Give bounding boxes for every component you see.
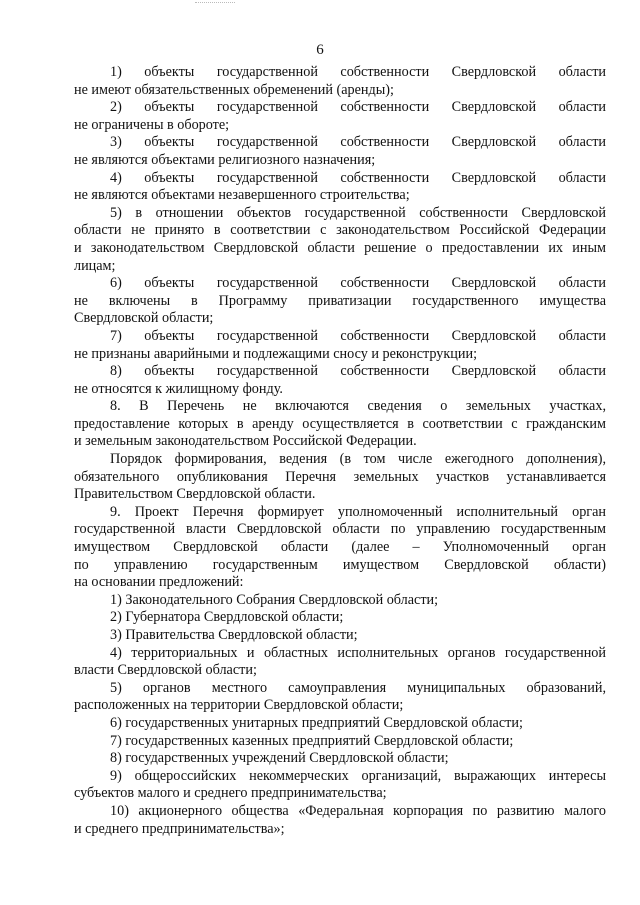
scan-artifact [195,2,235,6]
text-line: государственной власти Свердловской области по управлению государственным [74,521,606,538]
text-line: 7) государственных казенных предприятий Свердловской области; [110,732,514,749]
text-line: 9) общероссийских некоммерческих организаций, выражающих интересы [110,767,606,784]
text-line: и законодательством Свердловской области решение о предоставлении их иным [74,239,606,256]
text-line: не включены в Программу приватизации государственного имущества [74,292,606,309]
text-line: обязательного опубликования Перечня земельных участков устанавливается [74,468,606,485]
paragraph [74,275,606,328]
text-line: предоставление которых в аренду осуществляется в соответствии с гражданским [74,415,606,432]
text-line: 4) территориальных и областных исполнительных органов государственной [110,644,606,661]
paragraph [74,609,606,627]
paragraph [74,328,606,363]
text-line: Свердловской области; [74,310,214,327]
text-line: по управлению государственным имуществом Свердловской области) [74,556,606,573]
text-line: 8. В Перечень не включаются сведения о земельных участках, [110,398,606,415]
text-line: 7) объекты государственной собственности Свердловской области [110,327,606,344]
text-line: и среднего предпринимательства»; [74,820,285,837]
text-line: не ограничены в обороте; [74,116,230,133]
paragraph [74,680,606,715]
paragraph [74,64,606,99]
text-line: и земельным законодательством Российской Федерации. [74,433,417,450]
paragraph [74,205,606,275]
text-line: Порядок формирования, ведения (в том числе ежегодного дополнения), [110,451,606,468]
text-line: власти Свердловской области; [74,662,257,679]
text-line: не относятся к жилищному фонду. [74,380,283,397]
text-line: имуществом Свердловской области (далее – Уполномоченный орган [74,539,606,556]
text-line: 2) объекты государственной собственности Свердловской области [110,99,606,116]
text-line: на основании предложений: [74,574,244,591]
text-line: 4) объекты государственной собственности Свердловской области [110,169,606,186]
page-number: 6 [316,42,324,58]
paragraph [74,398,606,451]
paragraph [74,803,606,838]
paragraph [74,504,606,592]
paragraph [74,733,606,751]
text-line: 2) Губернатора Свердловской области; [110,609,344,626]
paragraph [74,363,606,398]
text-line: 3) Правительства Свердловской области; [110,627,358,643]
paragraph [74,627,606,645]
paragraph [74,134,606,169]
text-line: 8) объекты государственной собственности Свердловской области [110,363,606,380]
paragraph [74,768,606,803]
paragraph [74,715,606,733]
paragraph [74,99,606,134]
paragraph [74,750,606,768]
text-line: 9. Проект Перечня формирует уполномоченный исполнительный орган [110,503,606,520]
text-line: 1) объекты государственной собственности Свердловской области [110,64,606,80]
text-line: не являются объектами незавершенного строительства; [74,187,410,204]
text-line: 6) объекты государственной собственности Свердловской области [110,275,606,292]
text-line: 10) акционерного общества «Федеральная корпорация по развитию малого [110,802,606,819]
text-line: 5) в отношении объектов государственной собственности Свердловской [110,204,606,221]
text-line: 1) Законодательного Собрания Свердловской области; [110,591,439,608]
paragraph [74,170,606,205]
text-line: не являются объектами религиозного назначения; [74,151,376,168]
text-line: 8) государственных учреждений Свердловской области; [110,750,449,767]
text-line: расположенных на территории Свердловской области; [74,697,404,714]
paragraph [74,451,606,504]
text-line: 3) объекты государственной собственности Свердловской области [110,134,606,151]
text-line: не признаны аварийными и подлежащими сносу и реконструкции; [74,345,478,362]
text-line: субъектов малого и среднего предпринимательства; [74,785,387,802]
document-body [74,64,606,838]
text-line: области не принято в соответствии с законодательством Российской Федерации [74,222,606,239]
paragraph [74,592,606,610]
text-line: не имеют обязательственных обременений (аренды); [74,81,394,98]
text-line: 5) органов местного самоуправления муниципальных образований, [110,679,606,696]
text-line: 6) государственных унитарных предприятий Свердловской области; [110,714,523,731]
paragraph [74,645,606,680]
text-line: Правительством Свердловской области. [74,486,316,503]
text-line: лицам; [74,257,116,274]
